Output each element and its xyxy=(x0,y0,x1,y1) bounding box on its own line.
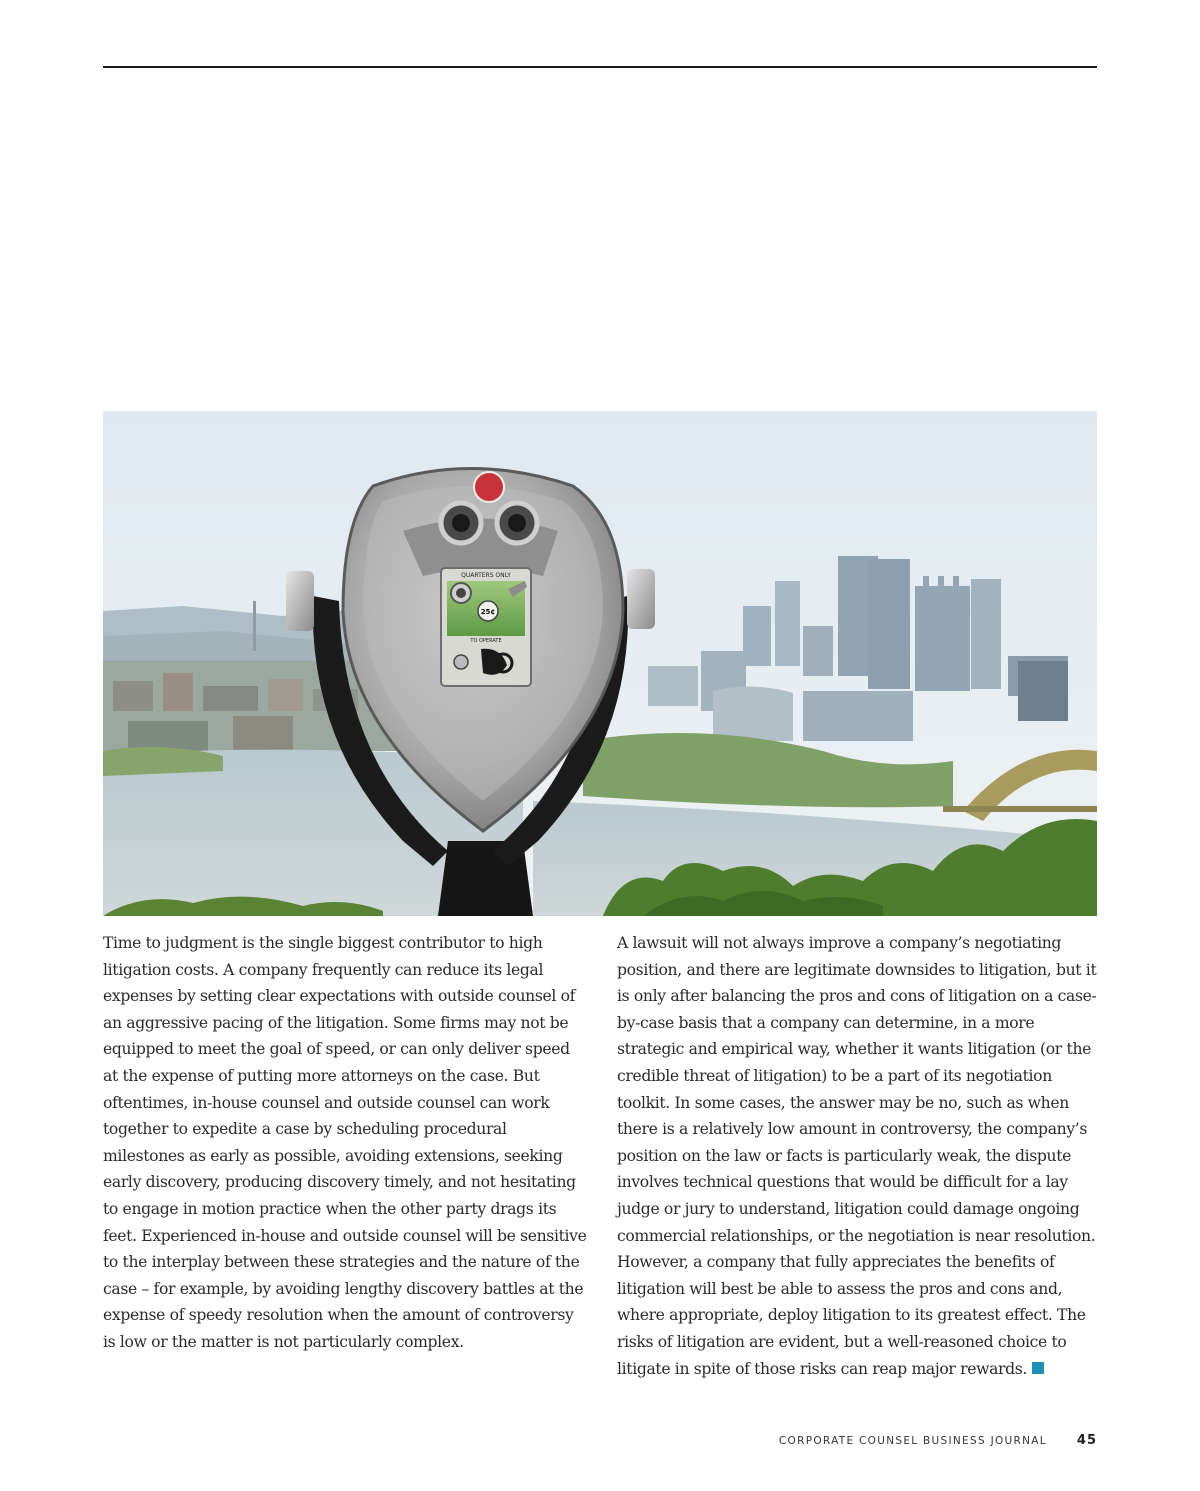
page-footer xyxy=(779,1433,1097,1448)
top-rule xyxy=(103,66,1097,68)
article-right-column xyxy=(617,930,1101,1382)
viewer-price: 25¢ xyxy=(480,608,496,616)
viewer-sign-top: QUARTERS ONLY xyxy=(461,572,511,579)
end-of-article-mark xyxy=(1032,1362,1044,1374)
article-photo xyxy=(103,411,1097,916)
viewer-sign-bottom: TO OPERATE xyxy=(470,638,502,644)
binocular-viewer-photo xyxy=(103,411,1097,916)
article-left-column: Time to judgment is the single biggest contributor to high litigation costs. A company frequently can reduce its legal expenses by setting clear expectations with outside counsel of an aggressive pacing of the litigation. Some firms may not be equipped to meet the goal of speed, or can only deliver speed at the expense of putting more attorneys on the case. But oftentimes, in-house counsel and outside counsel can work together to expedite a case by scheduling procedural milestones as early as possible, avoiding extensions, seeking early discovery, producing discovery timely, and not hesitating to engage in motion practice when the other party drags its feet. Experienced in-house and outside counsel will be sensitive to the interplay between these strategies and the nature of the case – for example, by avoiding lengthy discovery battles at the expense of speedy resolution when the amount of controversy is low or the matter is not particularly complex. xyxy=(103,934,587,1351)
page-number: 45 xyxy=(1076,1433,1097,1448)
article-right-column-text: A lawsuit will not always improve a company’s negotiating position, and there are legitimate downsides to litigation, but it is only after balancing the pros and cons of litigation on a case-by-case basis that a company can determine, in a more strategic and empirical way, whether it wants litigation (or the credible threat of litigation) to be a part of its negotiation toolkit. In some cases, the answer may be no, such as when there is a relatively low amount in controversy, the company’s position on the law or facts is particularly weak, the dispute involves technical questions that would be difficult for a lay judge or jury to understand, litigation could damage ongoing commercial relationships, or the negotiation is near resolution. However, a company that fully appreciates the benefits of litigation will best be able to assess the pros and cons and, where appropriate, deploy litigation to its greatest effect. The risks of litigation are evident, but a well-reasoned choice to litigate in spite of those risks can reap major rewards. xyxy=(617,934,1097,1378)
journal-name: CORPORATE COUNSEL BUSINESS JOURNAL xyxy=(778,1435,1047,1447)
